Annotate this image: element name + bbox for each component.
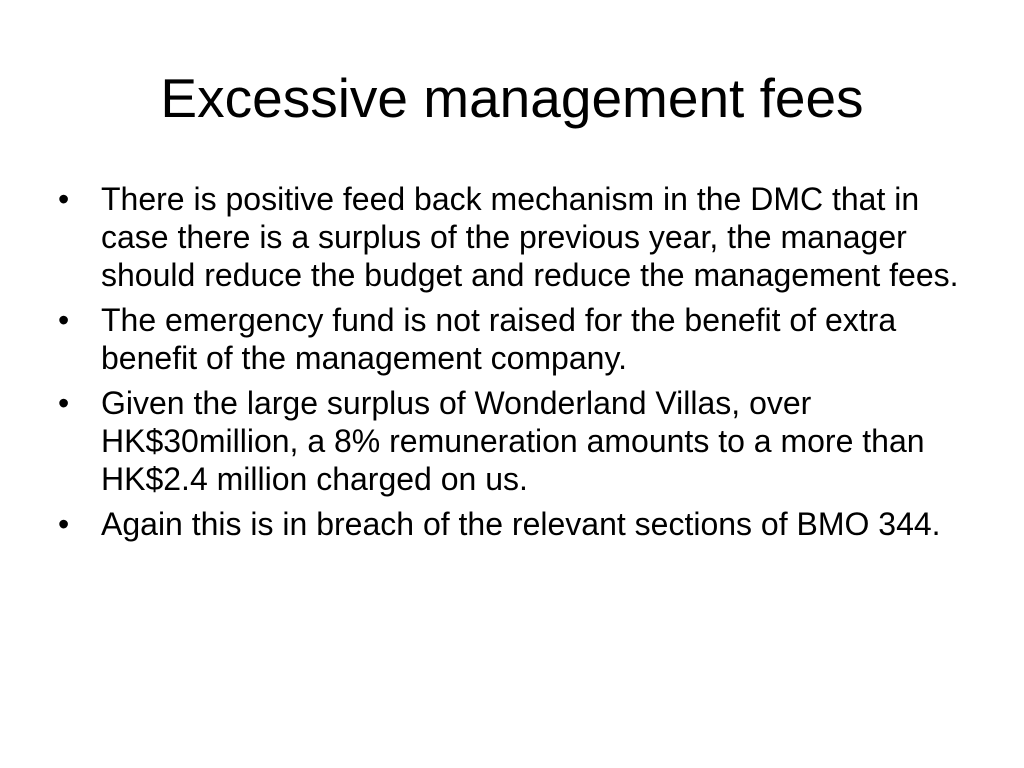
bullet-icon: •	[58, 506, 70, 542]
bullet-icon: •	[58, 302, 70, 338]
bullet-text-2: The emergency fund is not raised for the benefit of extra benefit of the management company.	[101, 302, 897, 376]
bullet-text-3: Given the large surplus of Wonderland Villas, over HK$30million, a 8% remuneration amounts to a more than HK$2.4 million charged on us.	[101, 385, 925, 497]
bullet-text-1: There is positive feed back mechanism in the DMC that in case there is a surplus of the previous year, the manager should reduce the budget and reduce the management fees.	[101, 181, 959, 293]
bullet-item-2	[58, 301, 978, 377]
bullet-item-3	[58, 384, 978, 498]
bullet-item-1	[58, 180, 978, 294]
bullet-list	[58, 180, 978, 550]
bullet-icon: •	[58, 385, 70, 421]
bullet-icon: •	[58, 181, 70, 217]
bullet-item-4	[58, 505, 978, 543]
bullet-text-4: Again this is in breach of the relevant sections of BMO 344.	[101, 506, 941, 542]
slide-title: Excessive management fees	[160, 67, 864, 129]
